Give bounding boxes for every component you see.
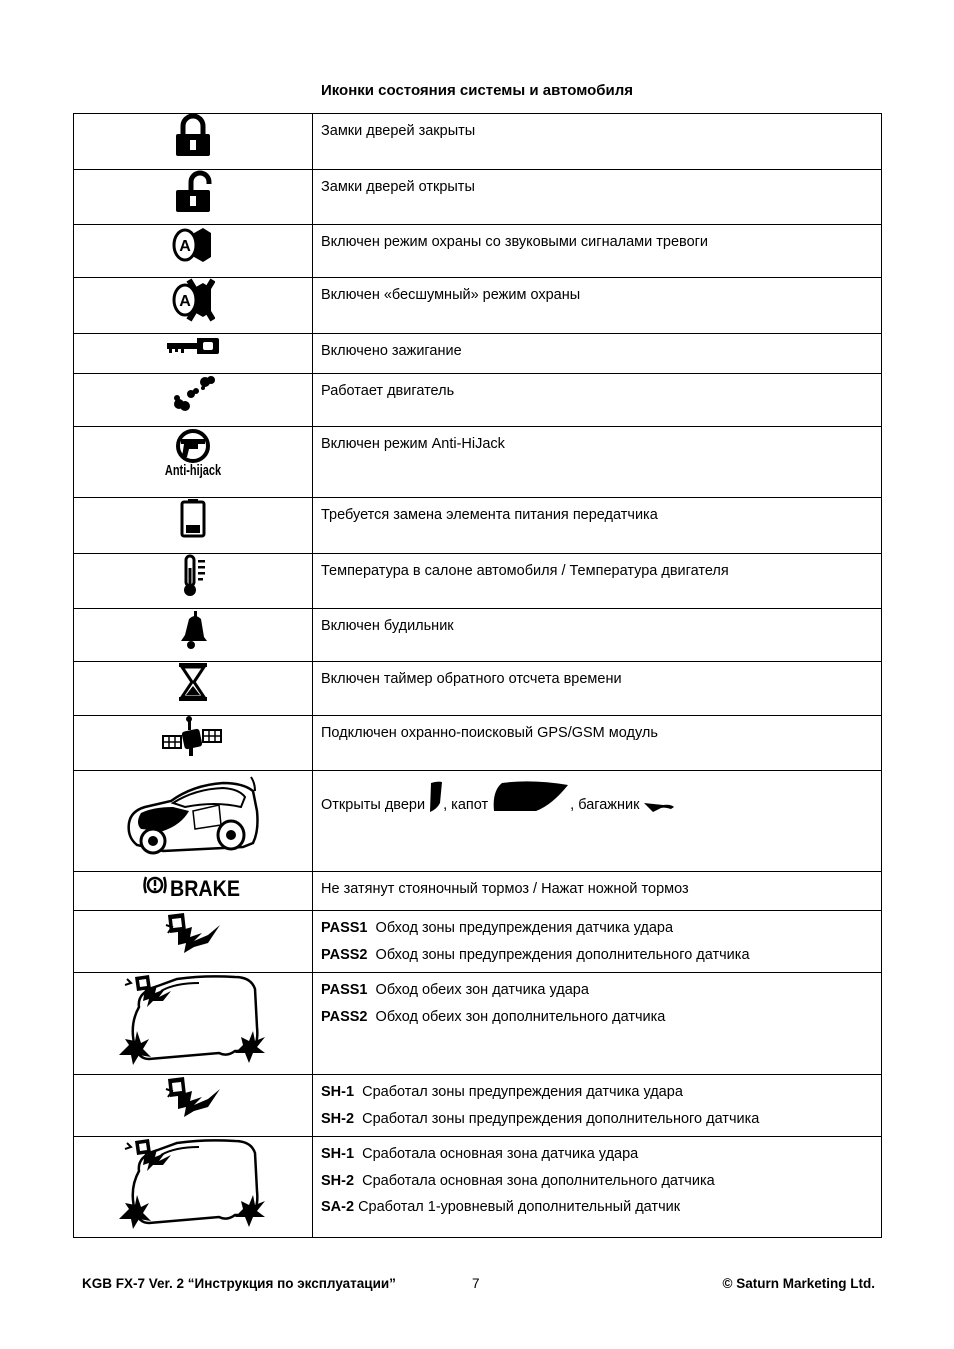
brake-label: BRAKE [170, 876, 240, 900]
car-shock-icon [115, 1137, 271, 1229]
row-description: SH-1 Сработал зоны предупреждения датчика удара SH-2 Сработал зоны предупреждения дополнительного датчика [313, 1075, 882, 1137]
bell-icon [177, 609, 209, 651]
brake-icon [143, 872, 243, 900]
table-row [74, 334, 882, 374]
anti-hijack-icon [173, 427, 213, 465]
row-description: Включен будильник [313, 609, 882, 662]
thermometer-icon [178, 554, 208, 598]
table-row [74, 973, 882, 1075]
row-description: PASS1 Обход зоны предупреждения датчика удара PASS2 Обход зоны предупреждения дополнительного датчика [313, 911, 882, 973]
shock-sensor-icon [164, 911, 222, 955]
satellite-icon [161, 716, 225, 760]
footer-document-title: KGB FX-7 Ver. 2 “Инструкция по эксплуатации” [82, 1276, 396, 1291]
row-description: Работает двигатель [313, 374, 882, 427]
shock-sensor-icon [164, 1075, 222, 1119]
anti-hijack-label: Anti-hijack [164, 463, 222, 479]
table-row [74, 911, 882, 973]
table-row [74, 554, 882, 609]
row-description: Температура в салоне автомобиля / Температура двигателя [313, 554, 882, 609]
door-icon [429, 781, 443, 813]
car-icon [123, 771, 263, 861]
table-row [74, 1137, 882, 1238]
car-shock-icon [115, 973, 271, 1065]
table-row [74, 498, 882, 554]
siren-silent-icon [171, 278, 215, 322]
key-icon [165, 334, 221, 358]
row-description: Включен режим охраны со звуковыми сигналами тревоги [313, 225, 882, 278]
svg-text:A: A [179, 293, 191, 310]
footer-page-number: 7 [472, 1276, 480, 1291]
page-title: Иконки состояния системы и автомобиля [320, 82, 634, 99]
table-row [74, 609, 882, 662]
row-description: Включен таймер обратного отсчета времени [313, 662, 882, 716]
row-description: Включен «бесшумный» режим охраны [313, 278, 882, 334]
footer-copyright: © Saturn Marketing Ltd. [722, 1276, 875, 1291]
siren-sound-icon [171, 225, 215, 265]
table-row [74, 170, 882, 225]
lock-closed-icon [173, 114, 213, 158]
table-row [74, 427, 882, 498]
lock-open-icon [173, 170, 213, 214]
hourglass-icon [178, 662, 208, 702]
table-row [74, 872, 882, 911]
table-row [74, 225, 882, 278]
battery-icon [180, 498, 206, 538]
exhaust-icon [169, 374, 217, 412]
table-row [74, 662, 882, 716]
row-description: Подключен охранно-поисковый GPS/GSM модуль [313, 716, 882, 771]
table-row [74, 278, 882, 334]
svg-text:A: A [179, 238, 191, 255]
row-description: Включен режим Anti-HiJack [313, 427, 882, 498]
table-row [74, 1075, 882, 1137]
row-description: Не затянут стояночный тормоз / Нажат ножной тормоз [313, 872, 882, 911]
table-row [74, 716, 882, 771]
row-description: Замки дверей открыты [313, 170, 882, 225]
row-description: Открыты двери , капот , багажник [313, 771, 882, 872]
table-row [74, 374, 882, 427]
icons-table [73, 113, 882, 1238]
table-row [74, 114, 882, 170]
table-row [74, 771, 882, 872]
hood-icon [492, 781, 570, 813]
row-description: Включено зажигание [313, 334, 882, 374]
row-description: SH-1 Сработала основная зона датчика удара SH-2 Сработала основная зона дополнительного датчика SA-2 Сработал 1-уровневый дополнительный датчик [313, 1137, 882, 1238]
row-description: PASS1 Обход обеих зон датчика удара PASS2 Обход обеих зон дополнительного датчика [313, 973, 882, 1075]
trunk-icon [643, 801, 675, 813]
row-description: Замки дверей закрыты [313, 114, 882, 170]
row-description: Требуется замена элемента питания передатчика [313, 498, 882, 554]
